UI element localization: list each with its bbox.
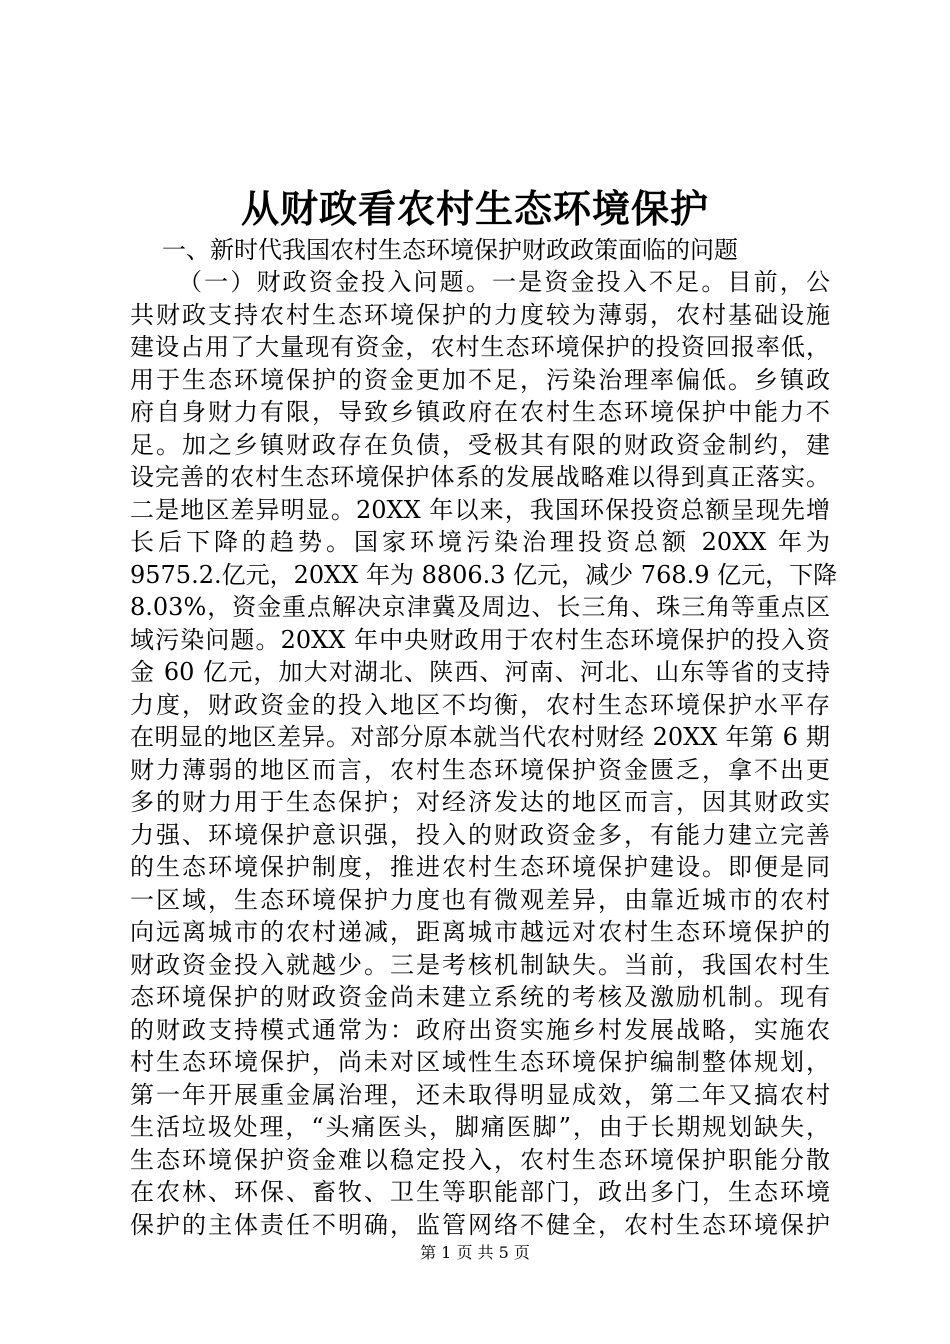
body-line: 域污染问题。20XX 年中央财政用于农村生态环境保护的投入资: [130, 625, 830, 654]
page-footer: 第 1 页 共 5 页: [420, 1243, 530, 1262]
body-line: 保护的主体责任不明确，监管网络不健全，农村生态环境保护: [130, 1210, 830, 1239]
body-line: 的生态环境保护制度，推进农村生态环境保护建设。即便是同: [130, 853, 830, 881]
body-line: 设完善的农村生态环境保护体系的发展战略难以得到真正落实。: [130, 463, 830, 491]
body-line: 金 60 亿元，加大对湖北、陕西、河南、河北、山东等省的支持: [130, 658, 830, 686]
body-line: 态环境保护的财政资金尚未建立系统的考核及激励机制。现有: [130, 983, 830, 1011]
body-line: 第一年开展重金属治理，还未取得明显成效，第二年又搞农村: [130, 1080, 830, 1109]
document-title: 从财政看农村生态环境保护: [240, 186, 709, 231]
body-line: （一）财政资金投入问题。一是资金投入不足。目前，公: [178, 268, 830, 296]
body-line: 建设占用了大量现有资金，农村生态环境保护的投资回报率低，: [130, 333, 830, 361]
body-line: 府自身财力有限，导致乡镇政府在农村生态环境保护中能力不: [130, 398, 830, 426]
body-line: 9575.2.亿元，20XX 年为 8806.3 亿元，减少 768.9 亿元，下降: [130, 560, 838, 589]
body-line: 的财政支持模式通常为：政府出资实施乡村发展战略，实施农: [130, 1015, 830, 1044]
body-line: 力度，财政资金的投入地区不均衡，农村生态环境保护水平存: [130, 690, 830, 719]
body-line: 生活垃圾处理，“头痛医头，脚痛医脚”，由于长期规划缺失，: [130, 1113, 830, 1141]
body-line: 8.03%，资金重点解决京津冀及周边、长三角、珠三角等重点区: [130, 593, 830, 621]
body-line: 财政资金投入就越少。三是考核机制缺失。当前，我国农村生: [130, 950, 830, 979]
body-text: [130, 266, 838, 1241]
body-line: 二是地区差异明显。20XX 年以来，我国环保投资总额呈现先增: [130, 495, 830, 524]
body-line: 村生态环境保护，尚未对区域性生态环境保护编制整体规划，: [130, 1048, 830, 1076]
body-line: 在农林、环保、畜牧、卫生等职能部门，政出多门，生态环境: [130, 1178, 830, 1206]
body-line: 在明显的地区差异。对部分原本就当代农村财经 20XX 年第 6 期: [130, 723, 830, 751]
body-line: 足。加之乡镇财政存在负债，受极其有限的财政资金制约，建: [130, 430, 830, 459]
body-line: 共财政支持农村生态环境保护的力度较为薄弱，农村基础设施: [130, 300, 830, 329]
body-line: 用于生态环境保护的资金更加不足，污染治理率偏低。乡镇政: [130, 365, 830, 394]
body-line: 多的财力用于生态保护；对经济发达的地区而言，因其财政实: [130, 788, 830, 816]
section-heading: 一、新时代我国农村生态环境保护财政政策面临的问题: [162, 236, 738, 264]
body-line: 生态环境保护资金难以稳定投入，农村生态环境保护职能分散: [130, 1145, 830, 1174]
body-line: 力强、环境保护意识强，投入的财政资金多，有能力建立完善: [130, 820, 830, 849]
body-line: 一区域，生态环境保护力度也有微观差异，由靠近城市的农村: [130, 885, 830, 914]
body-line: 向远离城市的农村递减，距离城市越远对农村生态环境保护的: [130, 918, 830, 946]
body-line: 长后下降的趋势。国家环境污染治理投资总额 20XX 年为: [130, 528, 830, 556]
body-line: 财力薄弱的地区而言，农村生态环境保护资金匮乏，拿不出更: [130, 755, 830, 784]
